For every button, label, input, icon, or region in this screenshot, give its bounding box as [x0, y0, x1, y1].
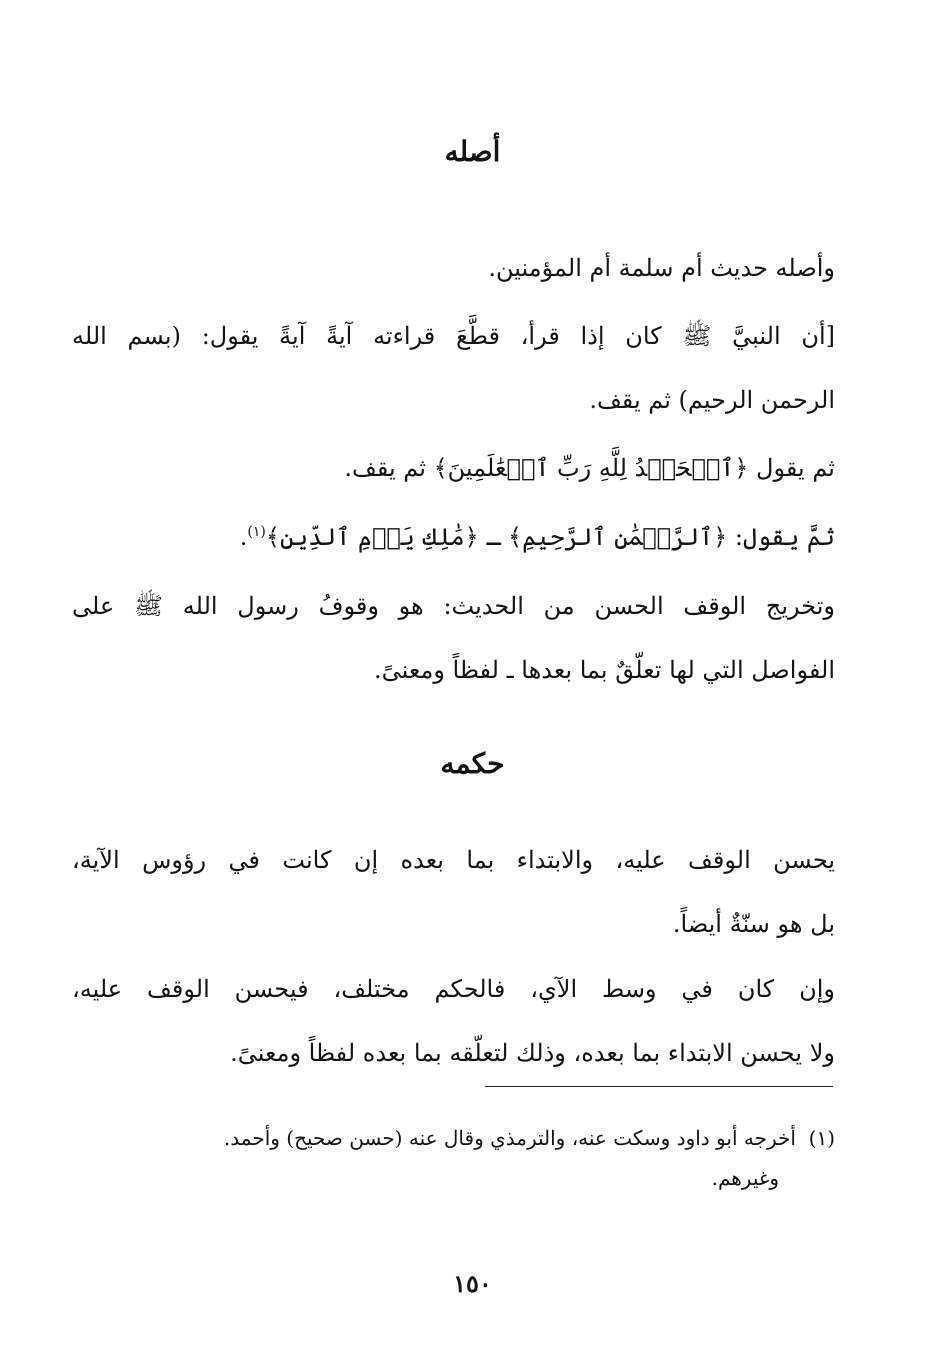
paragraph-line: يحسن الوقف عليه، والابتداء بما بعده إن كانت في رؤوس الآية، — [72, 846, 836, 874]
paragraph-line: وأصله حديث أم سلمة أم المؤمنين. — [488, 254, 835, 282]
page-number: ١٥٠ — [453, 1269, 492, 1298]
verse-text: ثمَّ يقول: ﴿ٱلرَّحۡمَٰنِ ٱلرَّحِيمِ﴾ ـ ﴿مَٰلِكِ يَوۡمِ ٱلدِّينِ﴾ — [265, 523, 835, 551]
paragraph-origin-hadith — [72, 236, 835, 300]
paragraph-fatiha-verse-1 — [72, 436, 835, 500]
footnote-line — [72, 1118, 835, 1158]
section-heading-ruling: حكمه — [440, 747, 505, 780]
paragraph-line: [أن النبيَّ ﷺ كان إذا قرأ، قطَّعَ قراءته آيةً آيةً يقول: (بسم الله — [72, 322, 835, 350]
sentence-end: . — [239, 523, 248, 551]
paragraph-hadith-text — [72, 304, 835, 432]
paragraph-line: بل هو سنّةٌ أيضاً. — [672, 910, 835, 938]
paragraph-line: ولا يحسن الابتداء بما بعده، وذلك لتعلّقه بما بعده لفظاً ومعنىً. — [230, 1039, 835, 1067]
paragraph-line: الفواصل التي لها تعلّقٌ بما بعدها ـ لفظاً ومعنىً. — [374, 656, 835, 684]
section-heading-origin: أصله — [444, 135, 501, 168]
paragraph-line: ثم يقول ﴿ٱلۡحَمۡدُ لِلَّهِ رَبِّ ٱلۡعَٰلَمِينَ﴾ ثم يقف. — [344, 454, 835, 482]
footnote-reference: (١) — [247, 524, 266, 540]
footnote-marker: (١) — [808, 1126, 835, 1150]
paragraph-ruling-1 — [72, 828, 835, 956]
paragraph-waqf-explanation — [72, 574, 835, 702]
paragraph-line: الرحمن الرحيم) ثم يقف. — [589, 386, 835, 414]
paragraph-line: وتخريج الوقف الحسن من الحديث: هو وقوفُ رسول الله ﷺ على — [72, 592, 835, 620]
footnote-line: وغيرهم. — [711, 1166, 779, 1190]
paragraph-line: وإن كان في وسط الآي، فالحكم مختلف، فيحسن الوقف عليه، — [72, 975, 835, 1003]
footnote — [72, 1118, 835, 1198]
paragraph-line — [72, 505, 835, 569]
paragraph-fatiha-verse-2 — [72, 505, 835, 569]
paragraph-ruling-2 — [72, 957, 835, 1085]
footnote-separator — [485, 1086, 833, 1087]
footnote-text: أخرجه أبو داود وسكت عنه، والترمذي وقال عنه (حسن صحيح) وأحمد. — [223, 1126, 796, 1150]
